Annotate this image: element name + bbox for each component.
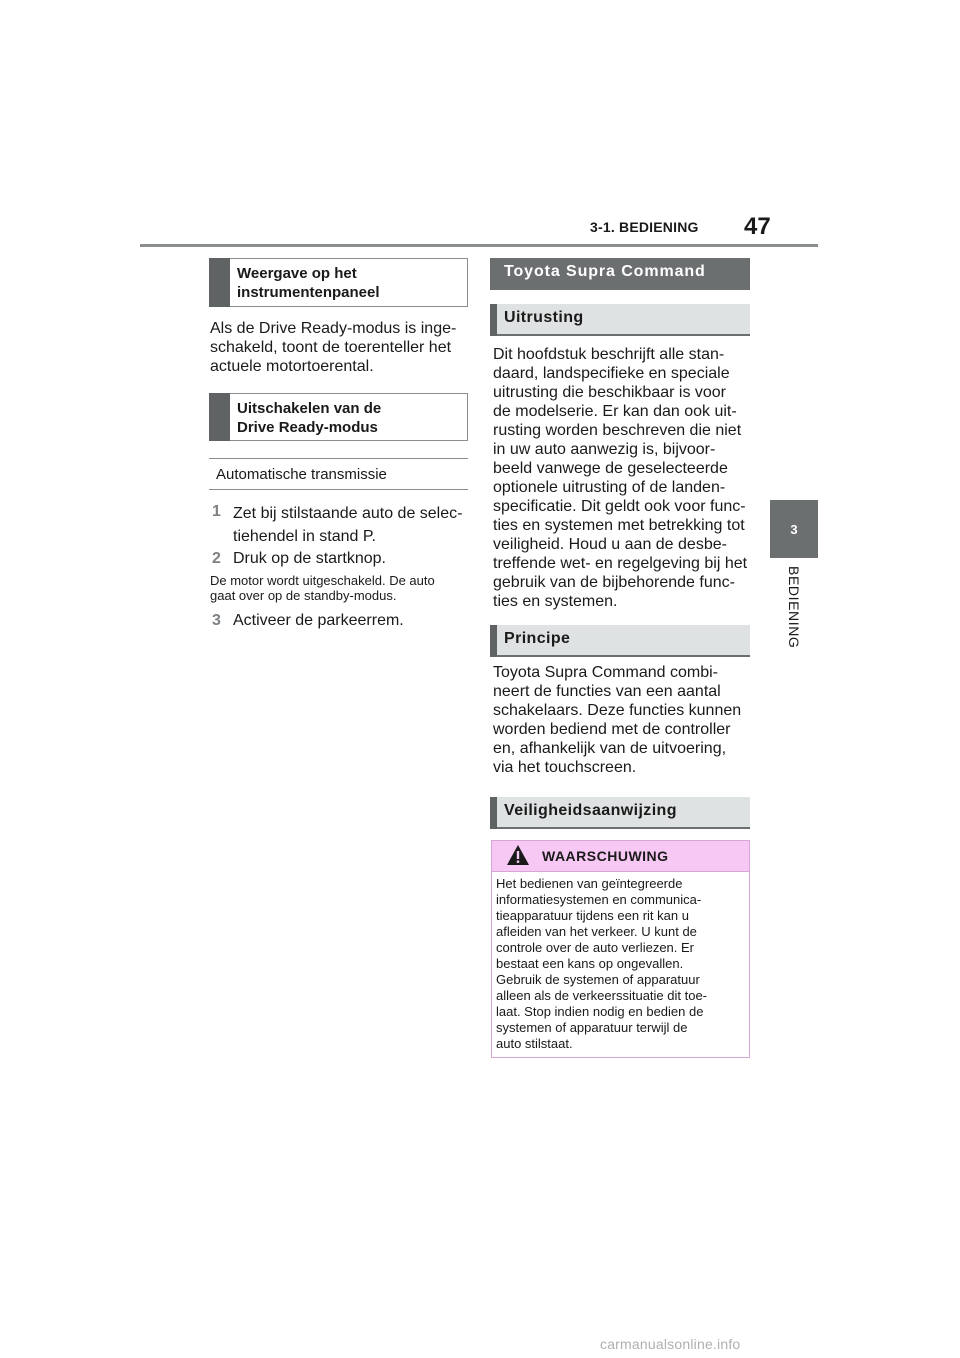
- text-line: Als de Drive Ready-modus is inge-: [210, 320, 457, 337]
- text-line: Dit hoofdstuk beschrijft alle stan-: [493, 346, 725, 363]
- text-line: veiligheid. Houd u aan de desbe-: [493, 536, 727, 553]
- heading-text: Principe: [504, 630, 571, 647]
- text-line: auto stilstaat.: [496, 1036, 573, 1051]
- main-heading-text: Toyota Supra Command: [504, 263, 706, 280]
- heading-line: Weergave op het: [237, 265, 357, 282]
- step-1: [212, 502, 221, 521]
- heading-text: [237, 399, 381, 437]
- text-line: systemen of apparatuur terwijl de: [496, 1020, 688, 1035]
- subheading-automatic-transmission: [209, 458, 468, 490]
- chapter-tab-label: [786, 566, 802, 666]
- text-line: uitrusting die beschikbaar is voor: [493, 384, 727, 401]
- text-line: via het touchscreen.: [493, 759, 637, 776]
- heading-equipment: [490, 304, 750, 336]
- text-line: schakelaars. Deze functies kunnen: [493, 702, 742, 719]
- main-heading-supra-command: [490, 258, 750, 290]
- text-line: beeld vanwege de geselecteerde: [493, 460, 728, 477]
- watermark: carmanualsonline.info: [600, 1336, 741, 1352]
- section-title: 3-1. BEDIENING: [590, 219, 699, 235]
- text-line: neert de functies van een aantal: [493, 683, 721, 700]
- step-2-text: Druk op de startknop.: [233, 550, 386, 567]
- text-line: laat. Stop indien nodig en bedien de: [496, 1004, 704, 1019]
- heading-line: Uitschakelen van de: [237, 400, 382, 417]
- heading-drive-ready-off: [209, 393, 468, 441]
- text-line: tiehendel in stand P.: [233, 528, 376, 545]
- paragraph-instrument-display: [210, 319, 456, 376]
- text-line: schakeld, toont de toerenteller het: [210, 339, 452, 356]
- text-line: Het bedienen van geïntegreerde: [496, 876, 683, 891]
- text-line: rusting worden beschreven die niet: [493, 422, 742, 439]
- heading-text: Veiligheidsaanwijzing: [504, 802, 677, 819]
- heading-accent-bar: [209, 258, 230, 307]
- text-line: de modelserie. Er kan dan ook uit-: [493, 403, 737, 420]
- chapter-label: BEDIENING: [786, 566, 802, 649]
- heading-line: Drive Ready-modus: [237, 419, 378, 436]
- heading-instrument-display: [209, 258, 468, 307]
- text-line: en, afhankelijk van de uitvoering,: [493, 740, 727, 757]
- heading-accent-bar: [490, 625, 497, 657]
- text-line: bestaat een kans op ongevallen.: [496, 956, 684, 971]
- step-number: 1: [212, 503, 221, 520]
- text-line: informatiesystemen en communica-: [496, 892, 702, 907]
- paragraph-principle: [493, 663, 741, 777]
- step-3: [212, 611, 221, 630]
- chapter-number: 3: [790, 521, 798, 537]
- text-line: Zet bij stilstaande auto de selec-: [233, 505, 463, 522]
- note-engine-off: [210, 573, 435, 603]
- text-line: gaat over op de standby-modus.: [210, 588, 397, 603]
- step-number: 3: [212, 612, 221, 629]
- step-2: [212, 549, 221, 568]
- text-line: Gebruik de systemen of apparatuur: [496, 972, 700, 987]
- text-line: tieapparatuur tijdens een rit kan u: [496, 908, 689, 923]
- heading-text: [237, 264, 380, 302]
- warning-text: [496, 876, 741, 1052]
- page-number: 47: [744, 213, 771, 240]
- subheading-text: Automatische transmissie: [216, 466, 387, 483]
- heading-accent-bar: [490, 304, 497, 336]
- warning-triangle-icon: [506, 844, 530, 866]
- text-line: actuele motortoerental.: [210, 358, 374, 375]
- step-1-text: [233, 502, 462, 548]
- heading-text: Uitrusting: [504, 309, 584, 326]
- heading-principle: [490, 625, 750, 657]
- warning-header: [492, 841, 749, 872]
- text-line: worden bediend met de controller: [493, 721, 731, 738]
- text-line: De motor wordt uitgeschakeld. De auto: [210, 573, 435, 588]
- text-line: afleiden van het verkeer. U kunt de: [496, 924, 697, 939]
- text-line: alleen als de verkeerssituatie dit toe-: [496, 988, 708, 1003]
- step-3-text: Activeer de parkeerrem.: [233, 612, 404, 629]
- heading-accent-bar: [490, 797, 497, 829]
- text-line: in uw auto aanwezig is, bijvoor-: [493, 441, 716, 458]
- header-divider: [140, 244, 818, 247]
- text-line: daard, landspecifieke en speciale: [493, 365, 730, 382]
- text-line: specificatie. Dit geldt ook voor func-: [493, 498, 746, 515]
- text-line: ties en systemen.: [493, 593, 618, 610]
- chapter-tab-number: [770, 500, 818, 558]
- paragraph-equipment: [493, 345, 747, 611]
- text-line: treffende wet- en regelgeving bij het: [493, 555, 748, 572]
- warning-title: WAARSCHUWING: [542, 848, 669, 864]
- text-line: optionele uitrusting of de landen-: [493, 479, 726, 496]
- text-line: Toyota Supra Command combi-: [493, 664, 718, 681]
- heading-accent-bar: [209, 393, 230, 441]
- text-line: ties en systemen met betrekking tot: [493, 517, 745, 534]
- warning-box: [491, 840, 750, 1058]
- text-line: gebruik van de bijbehorende func-: [493, 574, 735, 591]
- step-number: 2: [212, 550, 221, 567]
- heading-safety: [490, 797, 750, 829]
- heading-line: instrumentenpaneel: [237, 284, 380, 301]
- text-line: controle over de auto verliezen. Er: [496, 940, 694, 955]
